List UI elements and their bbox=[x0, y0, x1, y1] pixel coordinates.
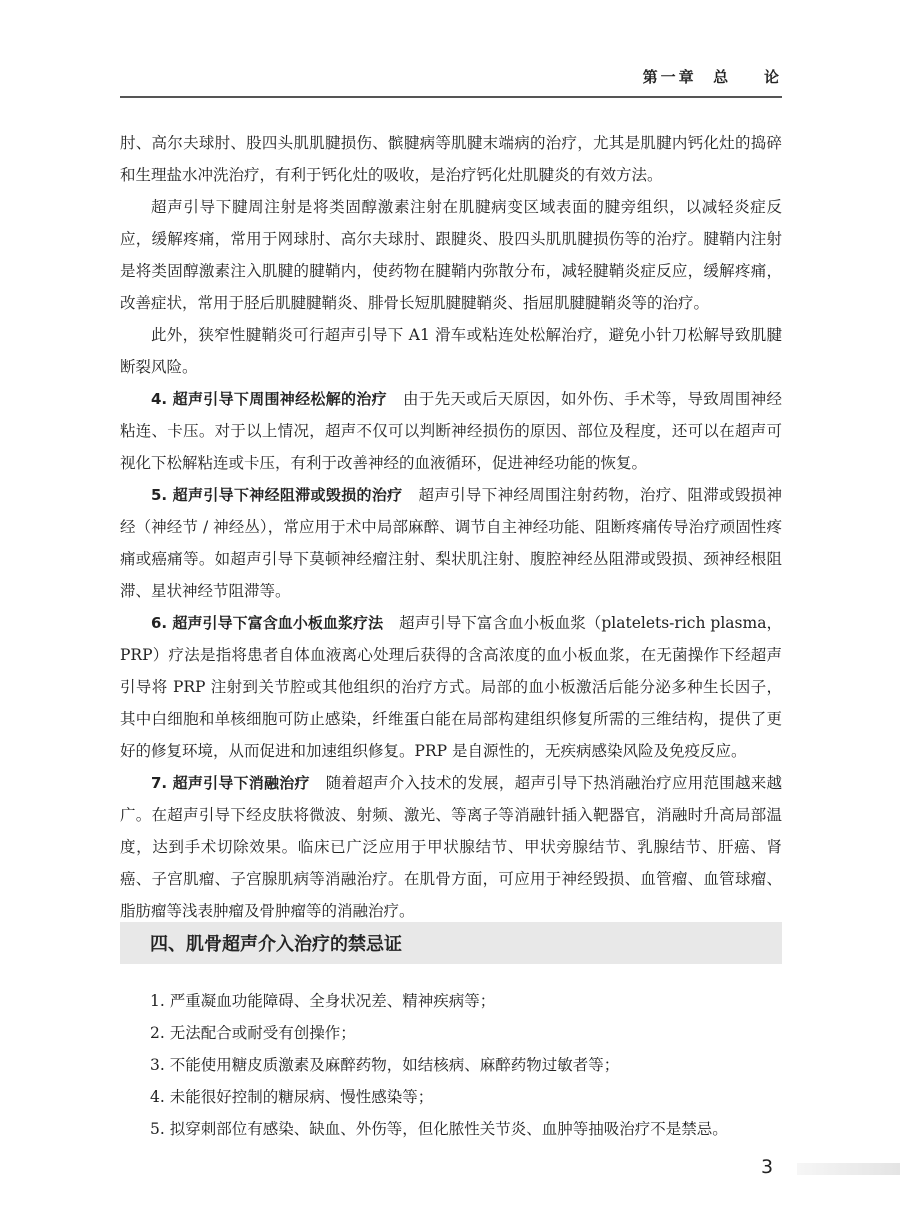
paragraph-continued: 肘、高尔夫球肘、股四头肌肌腱损伤、髌腱病等肌腱末端病的治疗，尤其是肌腱内钙化灶的捣碎和生理盐水冲洗治疗，有利于钙化灶的吸收，是治疗钙化灶肌腱炎的有效方法。 bbox=[120, 134, 782, 184]
body-text bbox=[120, 127, 782, 927]
list-item: 4. 未能很好控制的糖尿病、慢性感染等； bbox=[150, 1088, 434, 1106]
paragraph-ablation bbox=[120, 767, 782, 927]
section-title: 四、肌骨超声介入治疗的禁忌证 bbox=[150, 934, 402, 955]
text-ablation: 随着超声介入技术的发展，超声引导下热消融治疗应用范围越来越广。在超声引导下经皮肤将微波、射频、激光、等离子等消融针插入靶器官，消融时升高局部温度，达到手术切除效果。临床已广泛应用于甲状腺结节、甲状旁腺结节、乳腺结节、肝癌、肾癌、子宫肌瘤、子宫腺肌病等消融治疗。在肌骨方面，可应用于神经毁损、血管瘤、血管球瘤、脂肪瘤等浅表肿瘤及骨肿瘤等的消融治疗。 bbox=[120, 774, 782, 920]
list-item: 5. 拟穿刺部位有感染、缺血、外伤等，但化脓性关节炎、血肿等抽吸治疗不是禁忌。 bbox=[150, 1120, 728, 1138]
section-heading-bar bbox=[120, 922, 782, 964]
page-number-bar bbox=[797, 1163, 900, 1175]
heading-nerve-release: 4. 超声引导下周围神经松解的治疗 bbox=[151, 390, 387, 408]
paragraph-nerve-block bbox=[120, 479, 782, 607]
text-prp: 超声引导下富含血小板血浆（platelets-rich plasma，PRP）疗法是指将患者自体血液离心处理后获得的含高浓度的血小板血浆，在无菌操作下经超声引导将 PRP 注射到关节腔或其他组织的治疗方式。局部的血小板激活后能分泌多种生长因子，其中白细胞和单核细胞可防止感染，纤维蛋白能在局部构建组织修复所需的三维结构，提供了更好的修复环境，从而促进和加速组织修复。PRP 是自源性的，无疾病感染风险及免疫反应。 bbox=[120, 614, 782, 760]
page-number: 3 bbox=[761, 1156, 774, 1178]
heading-nerve-block: 5. 超声引导下神经阻滞或毁损的治疗 bbox=[151, 486, 403, 504]
list-item: 1. 严重凝血功能障碍、全身状况差、精神疾病等； bbox=[150, 992, 496, 1010]
paragraph-nerve-release bbox=[120, 383, 782, 479]
heading-prp: 6. 超声引导下富含血小板血浆疗法 bbox=[151, 614, 384, 632]
paragraph-stenosing-tenosynovitis: 此外，狭窄性腱鞘炎可行超声引导下 A1 滑车或粘连处松解治疗，避免小针刀松解导致肌腱断裂风险。 bbox=[120, 326, 782, 376]
heading-ablation: 7. 超声引导下消融治疗 bbox=[151, 774, 310, 792]
running-header bbox=[120, 66, 782, 96]
paragraph-prp bbox=[120, 607, 782, 767]
list-item: 2. 无法配合或耐受有创操作； bbox=[150, 1024, 356, 1042]
chapter-title: 第一章 总 论 bbox=[642, 68, 782, 86]
list-item: 3. 不能使用糖皮质激素及麻醉药物，如结核病、麻醉药物过敏者等； bbox=[150, 1056, 620, 1074]
contraindication-list bbox=[150, 985, 780, 1145]
paragraph-tendon-injection: 超声引导下腱周注射是将类固醇激素注射在肌腱病变区域表面的腱旁组织，以减轻炎症反应，缓解疼痛，常用于网球肘、高尔夫球肘、跟腱炎、股四头肌肌腱损伤等的治疗。腱鞘内注射是将类固醇激素注入肌腱的腱鞘内，使药物在腱鞘内弥散分布，减轻腱鞘炎症反应，缓解疼痛，改善症状，常用于胫后肌腱腱鞘炎、腓骨长短肌腱腱鞘炎、指屈肌腱腱鞘炎等的治疗。 bbox=[120, 198, 782, 312]
text-nerve-block: 超声引导下神经周围注射药物，治疗、阻滞或毁损神经（神经节 / 神经丛），常应用于术中局部麻醉、调节自主神经功能、阻断疼痛传导治疗顽固性疼痛或癌痛等。如超声引导下莫顿神经瘤注射、梨状肌注射、腹腔神经丛阻滞或毁损、颈神经根阻滞、星状神经节阻滞等。 bbox=[120, 486, 782, 600]
text-nerve-release: 由于先天或后天原因，如外伤、手术等，导致周围神经粘连、卡压。对于以上情况，超声不仅可以判断神经损伤的原因、部位及程度，还可以在超声可视化下松解粘连或卡压，有利于改善神经的血液循环，促进神经功能的恢复。 bbox=[120, 390, 782, 472]
header-rule bbox=[120, 96, 782, 98]
